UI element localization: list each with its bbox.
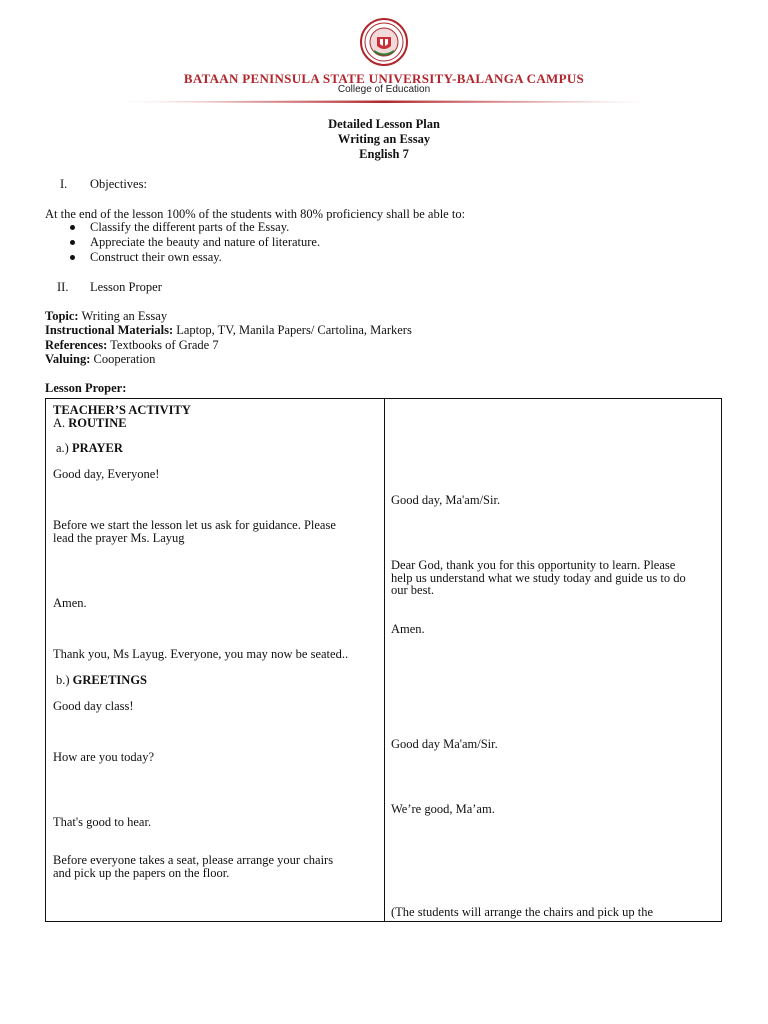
student-line: (The students will arrange the chairs and pick up the: [391, 905, 654, 919]
teacher-line: and pick up the papers on the floor.: [53, 866, 230, 880]
college-name: College of Education: [337, 84, 431, 95]
topic-line: [45, 309, 167, 323]
university-name: BATAAN PENINSULA STATE UNIVERSITY-BALANGA CAMPUS: [183, 71, 585, 86]
table-column-divider: [384, 398, 385, 922]
teacher-activity-header: TEACHER’S ACTIVITY: [53, 403, 191, 417]
lesson-proper-label: Lesson Proper:: [45, 381, 127, 395]
teacher-line: How are you today?: [53, 750, 155, 764]
teacher-line: Before we start the lesson let us ask for guidance. Please: [53, 518, 336, 532]
teacher-line: Thank you, Ms Layug. Everyone, you may now be seated..: [53, 647, 349, 661]
teacher-line: Good day, Everyone!: [53, 467, 160, 481]
bullet-icon: [70, 240, 75, 245]
objectives-numeral: I.: [60, 177, 68, 191]
document-title: Detailed Lesson Plan: [328, 117, 440, 131]
student-line: help us understand what we study today and guide us to do: [391, 571, 686, 585]
header-divider-line: [120, 99, 648, 104]
teacher-line: Amen.: [53, 596, 87, 610]
student-line: Good day, Ma'am/Sir.: [391, 493, 501, 507]
student-line: Dear God, thank you for this opportunity to learn. Please: [391, 558, 676, 572]
valuing-line: [45, 352, 155, 366]
document-subtitle: Writing an Essay: [337, 132, 431, 146]
valuing-label: Valuing:: [45, 352, 91, 366]
document-subject: English 7: [359, 147, 409, 161]
student-line: Amen.: [391, 622, 425, 636]
objective-item: Appreciate the beauty and nature of literature.: [90, 235, 321, 249]
teacher-line: That's good to hear.: [53, 815, 152, 829]
prayer-heading: a.) PRAYER: [56, 441, 123, 455]
lesson-heading: Lesson Proper: [90, 280, 162, 294]
student-line: our best.: [391, 583, 435, 597]
bullet-icon: [70, 255, 75, 260]
objectives-heading: Objectives:: [90, 177, 147, 191]
topic-value: Writing an Essay: [78, 309, 168, 323]
teacher-line: lead the prayer Ms. Layug: [53, 531, 185, 545]
student-line: We’re good, Ma’am.: [391, 802, 495, 816]
objective-item: Classify the different parts of the Essay.: [90, 220, 290, 234]
topic-label: Topic:: [45, 309, 79, 323]
student-line: Good day Ma'am/Sir.: [391, 737, 498, 751]
routine-heading: A. ROUTINE: [53, 416, 127, 430]
materials-value: Laptop, TV, Manila Papers/ Cartolina, Markers: [173, 323, 412, 337]
materials-label: Instructional Materials:: [45, 323, 174, 337]
greetings-heading: b.) GREETINGS: [56, 673, 148, 687]
references-line: [45, 338, 219, 352]
teacher-line: Good day class!: [53, 699, 134, 713]
references-label: References:: [45, 338, 108, 352]
references-value: Textbooks of Grade 7: [107, 338, 219, 352]
objectives-intro: At the end of the lesson 100% of the students with 80% proficiency shall be able to:: [45, 207, 466, 221]
university-seal-logo: [360, 18, 408, 66]
materials-line: [45, 323, 412, 337]
teacher-line: Before everyone takes a seat, please arrange your chairs: [53, 853, 334, 867]
objective-item: Construct their own essay.: [90, 250, 222, 264]
bullet-icon: [70, 225, 75, 230]
valuing-value: Cooperation: [90, 352, 156, 366]
lesson-numeral: II.: [57, 280, 69, 294]
